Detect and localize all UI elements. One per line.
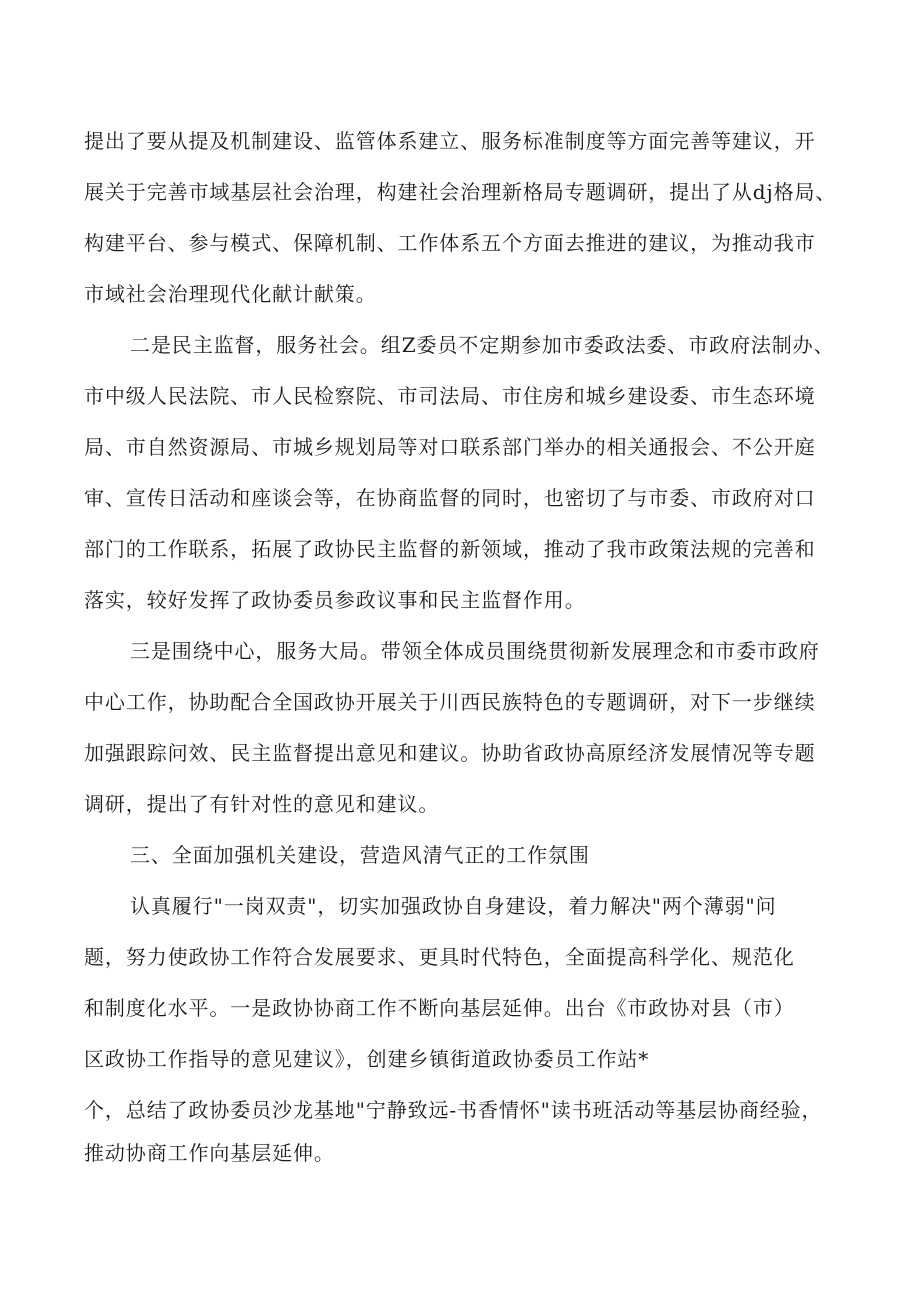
text-line-1: 提出了要从提及机制建设、监管体系建立、服务标准制度等方面完善等建议，开 bbox=[84, 129, 816, 153]
text-line-9: 部门的工作联系，拓展了政协民主监督的新领域，推动了我市政策法规的完善和 bbox=[84, 537, 816, 561]
text-line-2: 展关于完善市域基层社会治理，构建社会治理新格局专题调研，提出了从dj格局、 bbox=[84, 180, 837, 204]
text-line-4: 市域社会治理现代化献计献策。 bbox=[84, 282, 377, 306]
text-line-14: 调研，提出了有针对性的意见和建议。 bbox=[84, 792, 440, 816]
text-line-11: 三是围绕中心，服务大局。带领全体成员围绕贯彻新发展理念和市委市政府 bbox=[130, 639, 820, 663]
text-line-18: 和制度化水平。一是政协协商工作不断向基层延伸。出台《市政协对县（市） bbox=[84, 996, 795, 1020]
text-line-16: 认真履行"一岗双责"，切实加强政协自身建设，着力解决"两个薄弱"问 bbox=[130, 894, 777, 918]
text-line-13: 加强跟踪问效、民主监督提出意见和建议。协助省政协高原经济发展情况等专题 bbox=[84, 741, 816, 765]
text-line-6: 市中级人民法院、市人民检察院、市司法局、市住房和城乡建设委、市生态环境 bbox=[84, 384, 816, 408]
text-line-8: 审、宣传日活动和座谈会等，在协商监督的同时，也密切了与市委、市政府对口 bbox=[84, 486, 816, 510]
text-line-17: 题，努力使政协工作符合发展要求、更具时代特色，全面提高科学化、规范化 bbox=[84, 945, 795, 969]
text-line-5: 二是民主监督，服务社会。组Z委员不定期参加市委政法委、市政府法制办、 bbox=[130, 333, 835, 357]
text-line-10: 落实，较好发挥了政协委员参政议事和民主监督作用。 bbox=[84, 588, 586, 612]
text-line-21: 推动协商工作向基层延伸。 bbox=[84, 1141, 335, 1165]
text-line-7: 局、市自然资源局、市城乡规划局等对口联系部门举办的相关通报会、不公开庭 bbox=[84, 435, 816, 459]
text-line-19: 区政协工作指导的意见建议》，创建乡镇街道政协委员工作站* bbox=[84, 1047, 650, 1071]
text-line-20: 个，总结了政协委员沙龙基地"宁静致远-书香情怀"读书班活动等基层协商经验， bbox=[84, 1098, 823, 1122]
section-heading: 三、全面加强机关建设，营造风清气正的工作氛围 bbox=[130, 843, 590, 867]
text-line-3: 构建平台、参与模式、保障机制、工作体系五个方面去推进的建议，为推动我市 bbox=[84, 231, 816, 255]
text-line-12: 中心工作，协助配合全国政协开展关于川西民族特色的专题调研，对下一步继续 bbox=[84, 690, 816, 714]
